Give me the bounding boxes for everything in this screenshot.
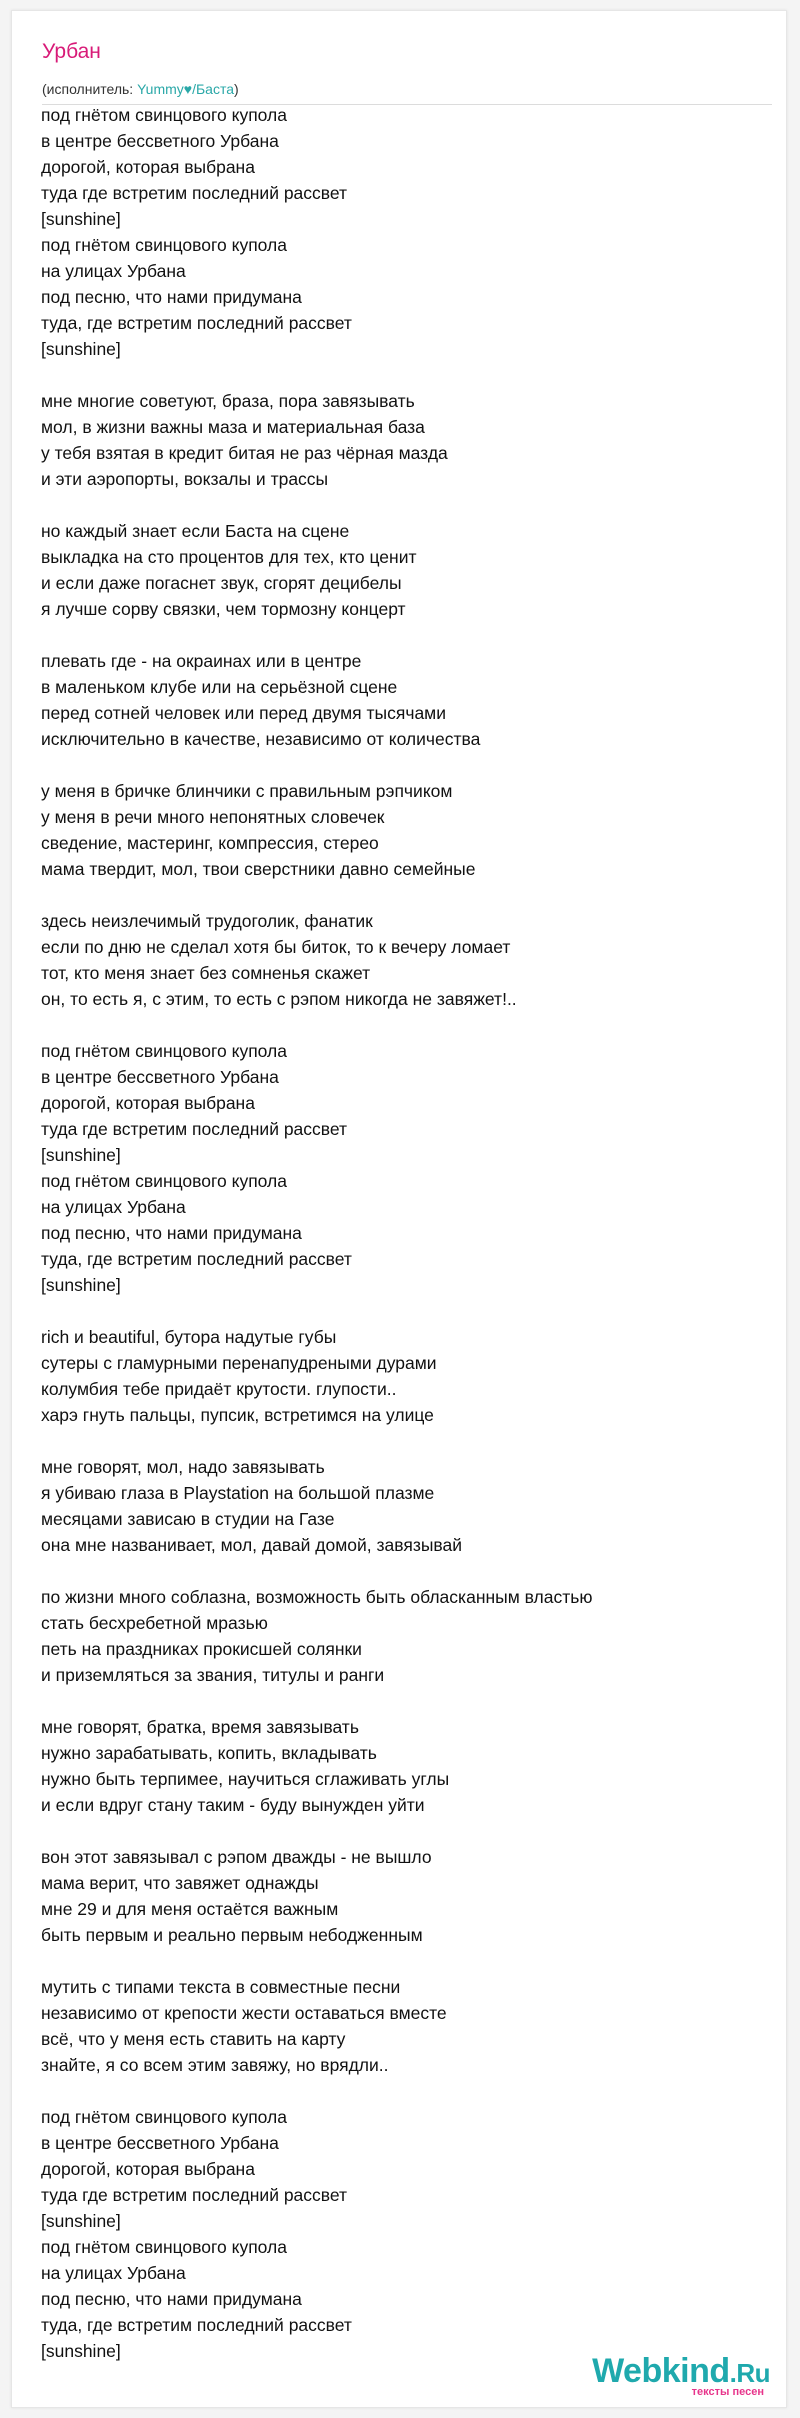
lyrics-blank-line [41,1948,761,1974]
lyrics-line: на улицах Урбана [41,1197,186,1217]
lyrics-line: в маленьком клубе или на серьёзной сцене [41,677,398,697]
lyrics-line: знайте, я со всем этим завяжу, но врядли.. [41,2055,389,2075]
lyrics-line: петь на праздниках прокисшей солянки [41,1639,362,1659]
lyrics-line: под гнётом свинцового купола [41,105,287,125]
lyrics-line: выкладка на сто процентов для тех, кто ценит [41,547,417,567]
lyrics-line: в центре бессветного Урбана [41,1067,279,1087]
lyrics-line: под песню, что нами придумана [41,287,302,307]
lyrics-line: мама верит, что завяжет однажды [41,1873,319,1893]
lyrics-line: [sunshine] [41,209,121,229]
lyrics-line: месяцами зависаю в студии на Газе [41,1509,335,1529]
lyrics-line: rich и beautiful, бутора надутые губы [41,1327,337,1347]
lyrics-line: мне 29 и для меня остаётся важным [41,1899,339,1919]
lyrics-line: перед сотней человек или перед двумя тысячами [41,703,446,723]
performer-suffix: ) [234,81,239,97]
lyrics-blank-line [41,1688,761,1714]
lyrics-line: дорогой, которая выбрана [41,1093,255,1113]
lyrics-line: мне многие советуют, браза, пора завязывать [41,391,415,411]
lyrics-line: у меня в бричке блинчики с правильным рэпчиком [41,781,453,801]
lyrics-line: по жизни много соблазна, возможность быть обласканным властью [41,1587,593,1607]
lyrics-line: туда где встретим последний рассвет [41,183,348,203]
logo-tagline: тексты песен [691,2386,764,2398]
lyrics-line: нужно зарабатывать, копить, вкладывать [41,1743,377,1763]
lyrics-line: но каждый знает если Баста на сцене [41,521,350,541]
lyrics-line: дорогой, которая выбрана [41,2159,255,2179]
lyrics-line: исключительно в качестве, независимо от количества [41,729,481,749]
webkind-logo[interactable] [592,2354,770,2398]
lyrics-line: у тебя взятая в кредит битая не раз чёрная мазда [41,443,448,463]
lyrics-line: колумбия тебе придаёт крутости. глупости.. [41,1379,397,1399]
lyrics-line: [sunshine] [41,1275,121,1295]
lyrics-line: сутеры с гламурными перенапудреными дурами [41,1353,437,1373]
lyrics-line: мне говорят, мол, надо завязывать [41,1457,325,1477]
lyrics-blank-line [41,882,761,908]
lyrics-line: я лучше сорву связки, чем тормозну концерт [41,599,406,619]
logo-wordmark [592,2354,770,2388]
lyrics-blank-line [41,1558,761,1584]
lyrics-line: туда, где встретим последний рассвет [41,1249,352,1269]
lyrics-line: и приземляться за звания, титулы и ранги [41,1665,385,1685]
lyrics-line: он, то есть я, с этим, то есть с рэпом никогда не завяжет!.. [41,989,517,1009]
lyrics-line: под песню, что нами придумана [41,1223,302,1243]
lyrics-blank-line [41,1012,761,1038]
lyrics-line: [sunshine] [41,2341,121,2361]
performer-prefix: (исполнитель: [42,81,138,97]
lyrics-blank-line [41,1818,761,1844]
lyrics-line: на улицах Урбана [41,2263,186,2283]
logo-tld: .Ru [729,2358,770,2388]
lyrics-line: и если даже погаснет звук, сгорят децибелы [41,573,402,593]
lyrics-blank-line [41,1428,761,1454]
lyrics-line: у меня в речи много непонятных словечек [41,807,385,827]
lyrics-line: [sunshine] [41,339,121,359]
lyrics-line: здесь неизлечимый трудоголик, фанатик [41,911,373,931]
lyrics-line: мутить с типами текста в совместные песни [41,1977,401,1997]
lyrics-line: независимо от крепости жести оставаться вместе [41,2003,447,2023]
lyrics-line: в центре бессветного Урбана [41,2133,279,2153]
lyrics-line: под песню, что нами придумана [41,2289,302,2309]
lyrics-blank-line [41,2078,761,2104]
lyrics-line: стать бесхребетной мразью [41,1613,268,1633]
lyrics-blank-line [41,1298,761,1324]
lyrics-line: туда, где встретим последний рассвет [41,2315,352,2335]
lyrics-blank-line [41,622,761,648]
lyrics-line: [sunshine] [41,1145,121,1165]
lyrics-line: всё, что у меня есть ставить на карту [41,2029,346,2049]
lyrics-line: [sunshine] [41,2211,121,2231]
lyrics-line: плевать где - на окраинах или в центре [41,651,362,671]
artist-link[interactable]: Yummy♥/Баста [137,81,234,97]
lyrics-blank-line [41,752,761,778]
lyrics-line: на улицах Урбана [41,261,186,281]
lyrics-line: в центре бессветного Урбана [41,131,279,151]
lyrics-blank-line [41,492,761,518]
lyrics-line: туда где встретим последний рассвет [41,2185,348,2205]
lyrics-line: мне говорят, братка, время завязывать [41,1717,359,1737]
lyrics-line: быть первым и реально первым небодженным [41,1925,423,1945]
lyrics-line: под гнётом свинцового купола [41,1041,287,1061]
lyrics-line: тот, кто меня знает без сомненья скажет [41,963,371,983]
lyrics-line: я убиваю глаза в Playstation на большой плазме [41,1483,435,1503]
lyrics-line: мама твердит, мол, твои сверстники давно семейные [41,859,476,879]
lyrics-line: сведение, мастеринг, компрессия, стерео [41,833,379,853]
lyrics-line: под гнётом свинцового купола [41,235,287,255]
lyrics-text [41,102,761,2364]
lyrics-line: и эти аэропорты, вокзалы и трассы [41,469,329,489]
lyrics-line: мол, в жизни важны маза и материальная база [41,417,425,437]
lyrics-line: она мне названивает, мол, давай домой, завязывай [41,1535,463,1555]
lyrics-line: дорогой, которая выбрана [41,157,255,177]
lyrics-line: под гнётом свинцового купола [41,1171,287,1191]
song-title: Урбан [42,40,101,63]
lyrics-blank-line [41,362,761,388]
lyrics-line: и если вдруг стану таким - буду вынужден уйти [41,1795,425,1815]
lyrics-line: под гнётом свинцового купола [41,2237,287,2257]
lyrics-line: туда, где встретим последний рассвет [41,313,352,333]
lyrics-line: под гнётом свинцового купола [41,2107,287,2127]
lyrics-line: нужно быть терпимее, научиться сглаживать углы [41,1769,450,1789]
lyrics-line: харэ гнуть пальцы, пупсик, встретимся на улице [41,1405,434,1425]
lyrics-line: туда где встретим последний рассвет [41,1119,348,1139]
performer-line [42,81,239,98]
lyrics-line: вон этот завязывал с рэпом дважды - не вышло [41,1847,432,1867]
logo-main: Webkind [592,2352,730,2390]
lyrics-line: если по дню не сделал хотя бы биток, то к вечеру ломает [41,937,511,957]
